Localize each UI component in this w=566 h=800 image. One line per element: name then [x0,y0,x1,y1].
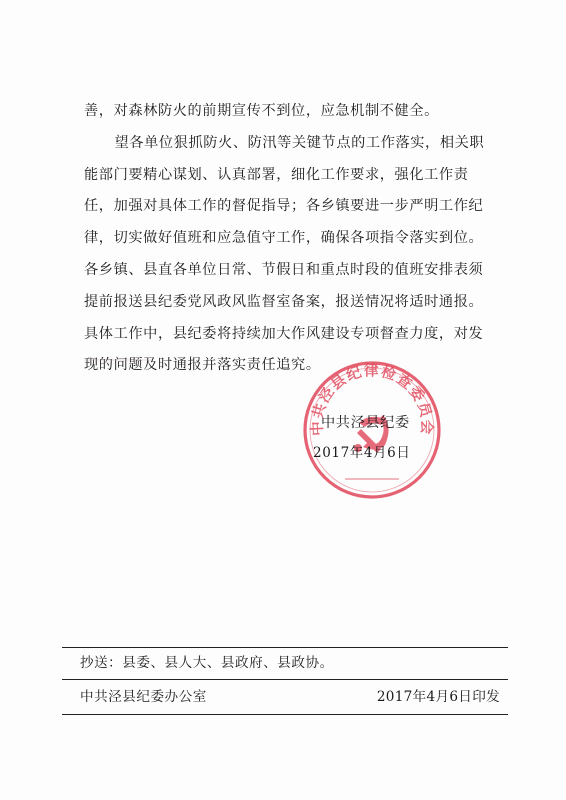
footer-divider-bottom [62,714,508,715]
footer-divider-top [62,647,508,648]
cc-list: 抄送：县委、县人大、县政府、县政协。 [80,655,334,671]
signature-block [313,408,453,468]
paragraph-main: 望各单位狠抓防火、防汛等关键节点的工作落实，相关职能部门要精心谋划、认真部署，细化工作要求，强化工作责任，加强对具体工作的督促指导；各乡镇要进一步严明工作纪律，切实做好值班和应急值守工作，确保各项指令落实到位。各乡镇、县直各单位日常、节假日和重点时段的值班安排表须提前报送县纪委党风政风监督室备案，报送情况将适时通报。具体工作中，县纪委将持续加大作风建设专项督查力度，对发现的问题及时通报并落实责任追究。 [84,134,485,374]
signature-organization: 中共泾县纪委 [321,415,410,431]
signature-date: 2017年4月6日 [313,445,411,461]
footer-divider-middle [62,679,508,680]
issue-date: 2017年4月6日印发 [376,689,500,705]
issuing-office: 中共泾县纪委办公室 [80,689,207,705]
document-body [84,96,494,382]
paragraph-continuation: 善，对森林防火的前期宣传不到位，应急机制不健全。 [84,103,439,119]
seal-text: 中共泾县纪律检查委员会 [308,362,436,437]
faint-stamp-mark [84,356,154,364]
